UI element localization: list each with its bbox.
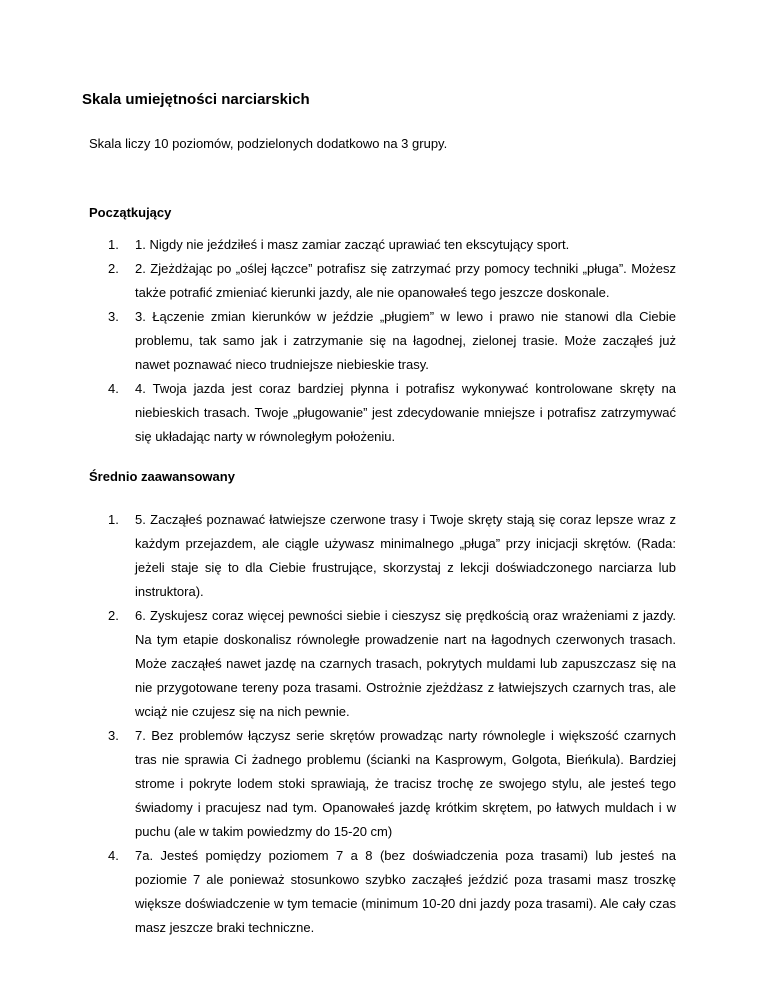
document-title: Skala umiejętności narciarskich	[82, 91, 310, 108]
list-item	[108, 377, 676, 449]
list-item-text: 7a. Jesteś pomiędzy poziomem 7 a 8 (bez doświadczenia poza trasami) lub jesteś na poziomie 7 ale ponieważ stosunkowo szybko zacząłeś jeździć poza trasami masz troszkę większe doświadczenie w tym temacie (minimum 10-20 dni jazdy poza trasami). Ale cały czas masz jeszcze braki techniczne.	[135, 848, 676, 935]
list-item-text: 5. Zacząłeś poznawać łatwiejsze czerwone trasy i Twoje skręty stają się coraz lepsze wraz z każdym przejazdem, ale ciągle używasz minimalnego „pługa” przy inicjacji skrętów. (Rada: jeżeli staje się to dla Ciebie frustrujące, skorzystaj z lekcji doświadczonego narciarza lub instruktora).	[135, 512, 676, 599]
list-item-number: 4.	[108, 381, 119, 396]
list-item-text: 3. Łączenie zmian kierunków w jeździe „pługiem” w lewo i prawo nie stanowi dla Ciebie problemu, tak samo jak i zatrzymanie się na łagodnej, zielonej trasie. Może zacząłeś już nawet poznawać nieco trudniejsze niebieskie trasy.	[135, 309, 676, 372]
list-item	[108, 257, 676, 305]
list-item-text: 4. Twoja jazda jest coraz bardziej płynna i potrafisz wykonywać kontrolowane skręty na niebieskich trasach. Twoje „pługowanie” jest zdecydowanie mniejsze i potrafisz zatrzymywać się układając narty w równoległym położeniu.	[135, 381, 676, 444]
list-item-number: 3.	[108, 728, 119, 743]
list-item	[108, 724, 676, 844]
beginner-level-list	[108, 233, 676, 449]
list-item	[108, 233, 676, 257]
list-item-number: 2.	[108, 608, 119, 623]
list-item-text: 7. Bez problemów łączysz serie skrętów prowadząc narty równolegle i większość czarnych tras nie sprawia Ci żadnego problemu (ścianki na Kasprowym, Golgota, Bieńkula). Bardziej strome i pokryte lodem stoki sprawiają, że tracisz trochę ze swojego stylu, ale jesteś tego świadomy i pracujesz nad tym. Opanowałeś jazdę krótkim skrętem, po łatwych muldach i w puchu (ale w takim powiedzmy do 15-20 cm)	[135, 728, 676, 839]
section-heading-beginner: Początkujący	[89, 205, 172, 220]
list-item	[108, 844, 676, 940]
list-item	[108, 604, 676, 724]
section-heading-intermediate: Średnio zaawansowany	[89, 469, 235, 484]
list-item-number: 2.	[108, 261, 119, 276]
list-item-text: 6. Zyskujesz coraz więcej pewności siebie i cieszysz się prędkością oraz wrażeniami z jazdy. Na tym etapie doskonalisz równoległe prowadzenie nart na łagodnych czerwonych trasach. Może zacząłeś nawet jazdę na czarnych trasach, pokrytych muldami lub zapuszczasz się na nie przygotowane tereny poza trasami. Ostrożnie zjeżdżasz z łatwiejszych czarnych tras, ale wciąż nie czujesz się na nich pewnie.	[135, 608, 676, 719]
list-item	[108, 305, 676, 377]
list-item-text: 2. Zjeżdżając po „oślej łączce” potrafisz się zatrzymać przy pomocy techniki „pługa”. Możesz także potrafić zmieniać kierunki jazdy, ale nie opanowałeś tego jeszcze doskonale.	[135, 261, 676, 300]
intro-paragraph: Skala liczy 10 poziomów, podzielonych dodatkowo na 3 grupy.	[89, 136, 448, 151]
list-item-number: 1.	[108, 512, 119, 527]
list-item-number: 4.	[108, 848, 119, 863]
list-item-number: 3.	[108, 309, 119, 324]
list-item-text: 1. Nigdy nie jeździłeś i masz zamiar zacząć uprawiać ten ekscytujący sport.	[135, 237, 570, 252]
list-item	[108, 508, 676, 604]
intermediate-level-list	[108, 508, 676, 940]
list-item-number: 1.	[108, 237, 119, 252]
